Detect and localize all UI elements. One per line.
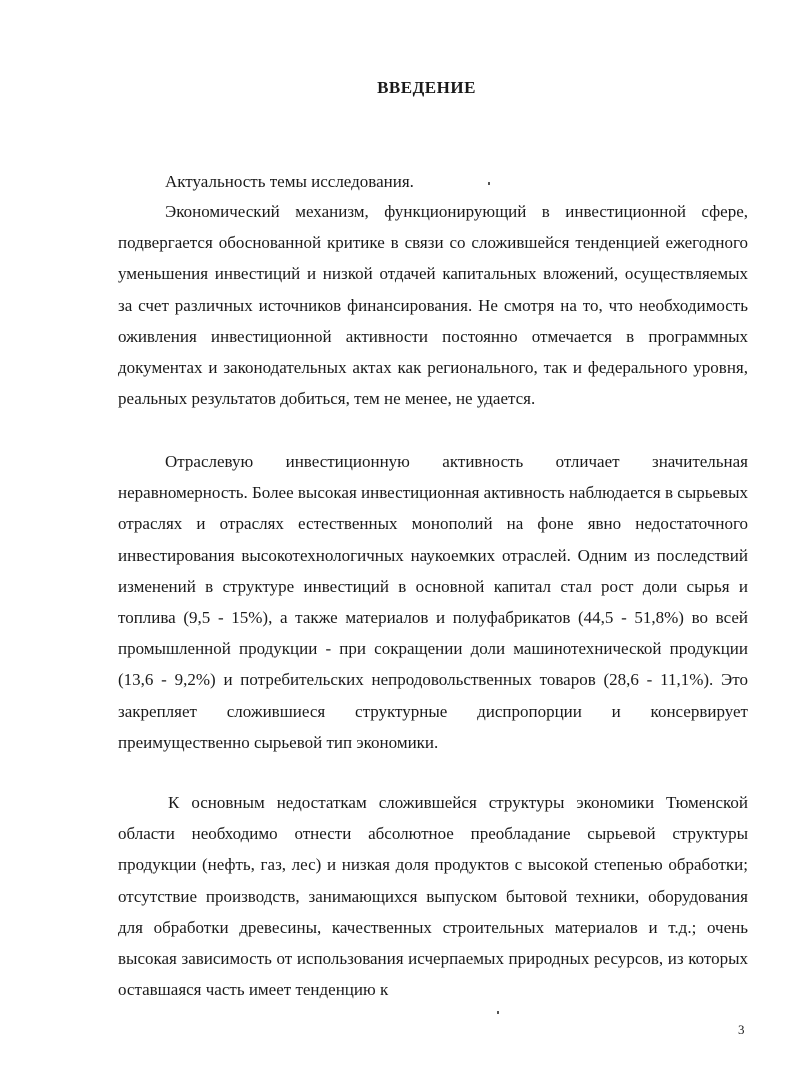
paragraph-text: К основным недостаткам сложившейся структуры экономики Тюменской области необходимо отнести абсолютное преобладание сырьевой структуры продукции (нефть, газ, лес) и низкая доля продуктов с высокой степенью обработки; отсутствие производств, занимающихся выпуском бытовой техники, оборудования для обработки древесины, качественных строительных материалов и т.д.; очень высокая зависимость от использования исчерпаемых природных ресурсов, из которых оставшаяся часть имеет тенденцию к bbox=[118, 793, 748, 1000]
section-subheading: Актуальность темы исследования. bbox=[165, 172, 414, 191]
paragraph-1 bbox=[118, 196, 748, 414]
paragraph-text: Экономический механизм, функционирующий в инвестиционной сфере, подвергается обоснованной критике в связи со сложившейся тенденцией ежегодного уменьшения инвестиций и низкой отдачей капитальных вложений, осуществляемых за счет различных источников финансирования. Не смотря на то, что необходимость оживления инвестиционной активности постоянно отмечается в программных документах и законодательных актах как регионального, так и федерального уровня, реальных результатов добиться, тем не менее, не удается. bbox=[118, 202, 748, 409]
scan-speck bbox=[488, 182, 490, 185]
paragraph-text: Отраслевую инвестиционную активность отличает значительная неравномерность. Более высокая инвестиционная активность наблюдается в сырьевых отраслях и отраслях естественных монополий на фоне явно недостаточного инвестирования высокотехнологичных наукоемких отраслей. Одним из последствий изменений в структуре инвестиций в основной капитал стал рост доли сырья и топлива (9,5 - 15%), а также материалов и полуфабрикатов (44,5 - 51,8%) во всей промышленной продукции - при сокращении доли машинотехнической продукции (13,6 - 9,2%) и потребительских непродовольственных товаров (28,6 - 11,1%). Это закрепляет сложившиеся структурные диспропорции и консервирует преимущественно сырьевой тип экономики. bbox=[118, 452, 748, 752]
page-number: 3 bbox=[738, 1022, 745, 1037]
scan-speck bbox=[497, 1011, 499, 1014]
paragraph-2 bbox=[118, 446, 748, 758]
page-title: ВВЕДЕНИЕ bbox=[377, 78, 476, 97]
paragraph-3 bbox=[118, 787, 748, 1005]
